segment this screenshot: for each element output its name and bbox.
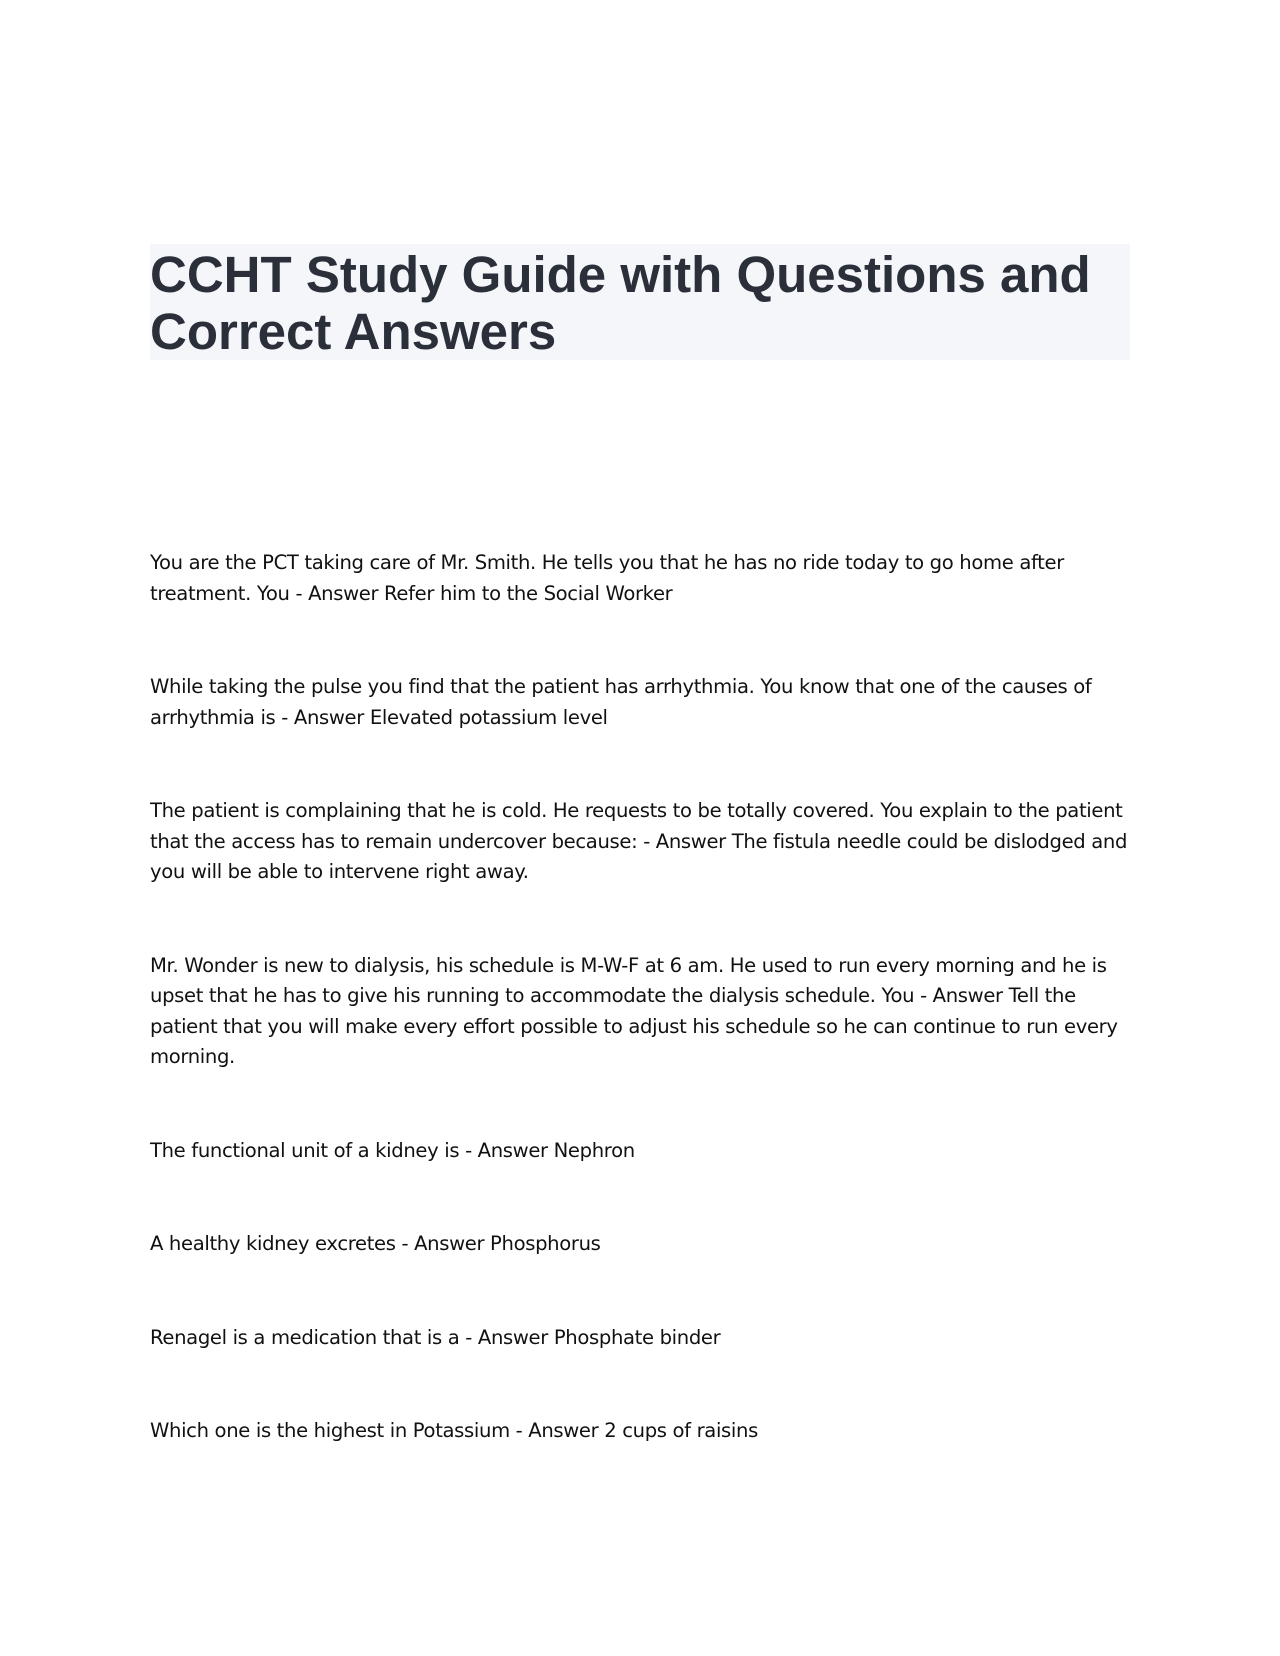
qa-item-7: Renagel is a medication that is a - Answer Phosphate binder [150,1325,721,1349]
qa-item-6: A healthy kidney excretes - Answer Phosphorus [150,1232,601,1255]
qa-item-3: The patient is complaining that he is cold. He requests to be totally covered. You explain to the patient that the access has to remain undercover because: - Answer The fistula needle could be dislodged and you will be able to intervene right away. [150,799,1128,883]
qa-list [150,548,1130,1447]
qa-item-1: You are the PCT taking care of Mr. Smith. He tells you that he has no ride today to go home after treatment. You - Answer Refer him to the Social Worker [150,551,1064,605]
qa-item-8: Which one is the highest in Potassium - Answer 2 cups of raisins [150,1419,758,1442]
qa-item-5: The functional unit of a kidney is - Answer Nephron [150,1138,635,1162]
title-block [150,244,1130,360]
document-title: CCHT Study Guide with Questions and Correct Answers [150,246,1091,360]
qa-item-2: While taking the pulse you find that the patient has arrhythmia. You know that one of the causes of arrhythmia is - Answer Elevated potassium level [150,675,1092,729]
qa-item-4: Mr. Wonder is new to dialysis, his schedule is M-W-F at 6 am. He used to run every morning and he is upset that he has to give his running to accommodate the dialysis schedule. You - Answer Tell the patient that you will make every effort possible to adjust his schedule so he can continue to run every morning. [150,953,1118,1068]
